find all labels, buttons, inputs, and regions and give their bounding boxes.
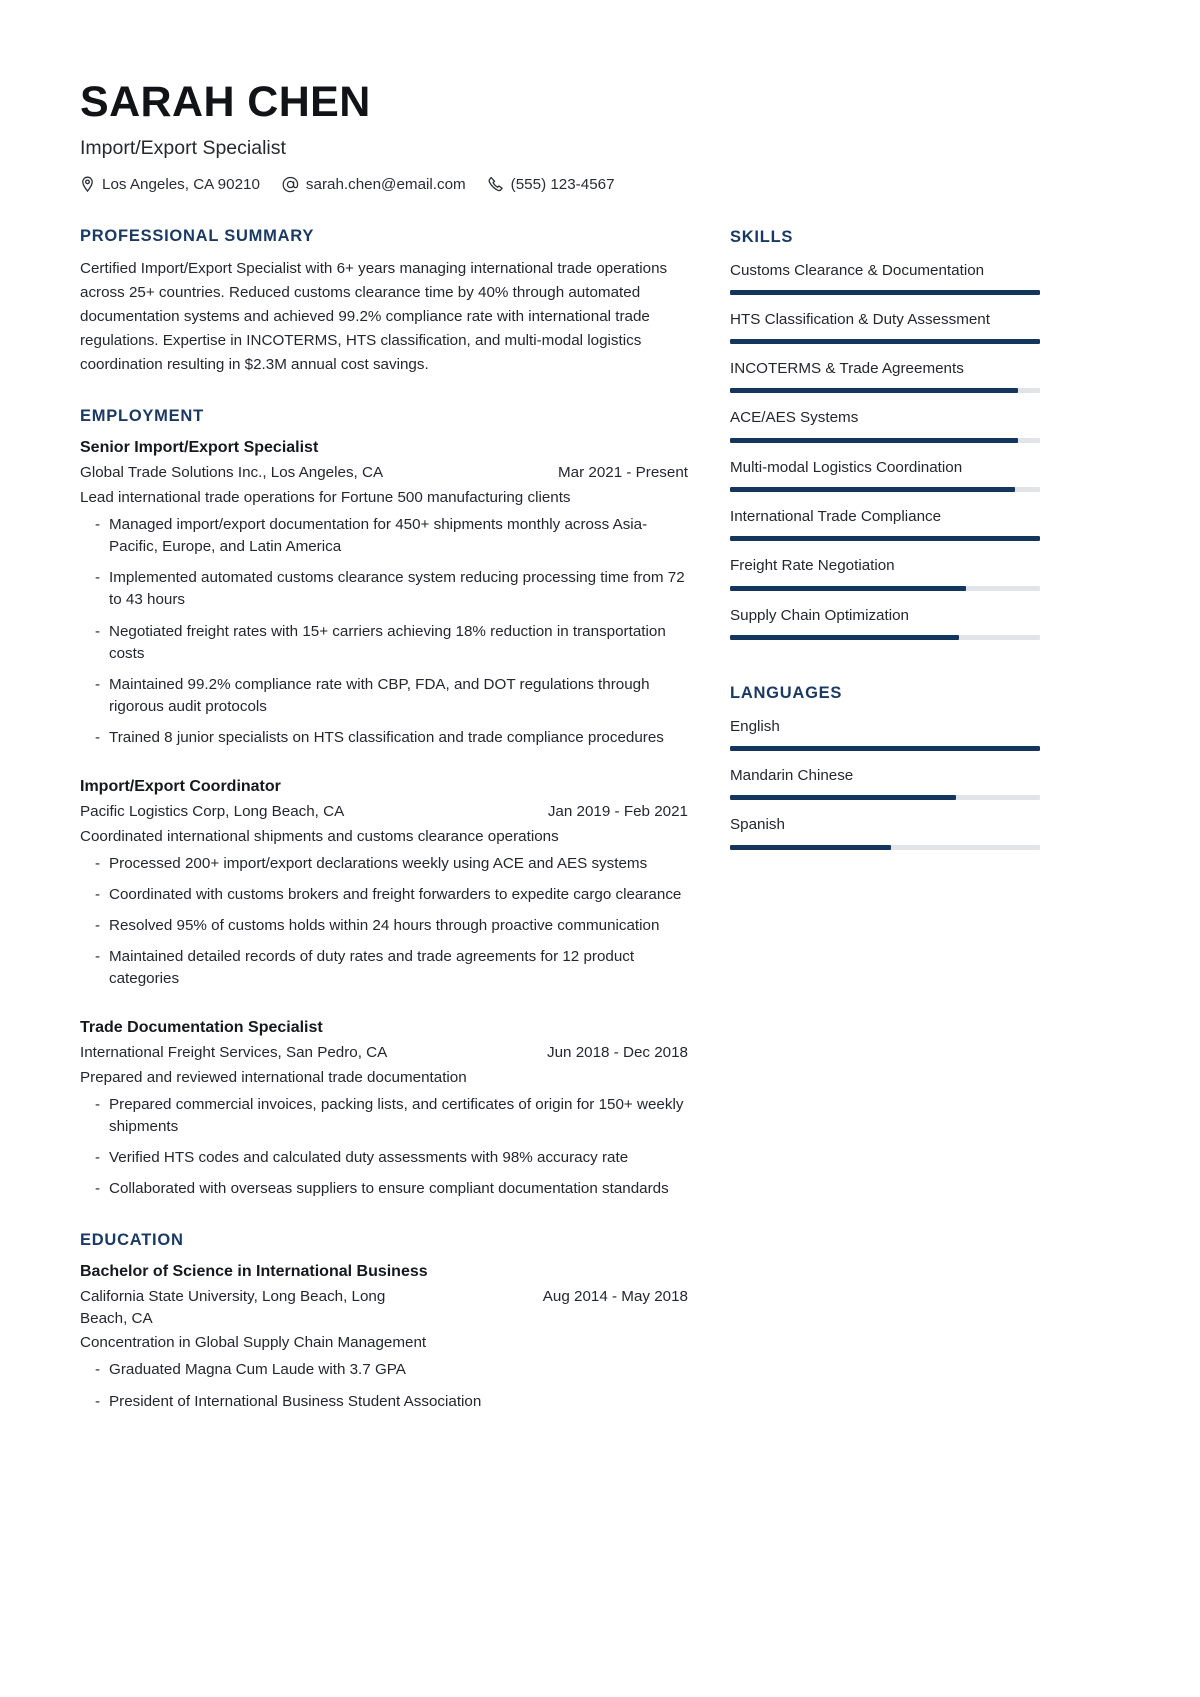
language-item [730,716,1040,751]
employment-role: Import/Export Coordinator [80,777,281,795]
employment-description: Coordinated international shipments and customs clearance operations [80,827,559,845]
education-school: California State University, Long Beach, Long Beach, CA [80,1288,386,1327]
employment-bullet: - Trained 8 junior specialists on HTS classification and trade compliance procedures [80,727,688,749]
skill-level-bar [730,339,1040,344]
skill-item [730,457,1040,492]
skill-item [730,358,1040,393]
employment-bullet: - Processed 200+ import/export declarations weekly using ACE and AES systems [80,853,688,875]
employment-bullet: - Implemented automated customs clearance system reducing processing time from 72 to 43 hours [80,567,688,611]
employment-dates: Jan 2019 - Feb 2021 [547,803,688,821]
skill-item [730,260,1040,295]
employment-bullet: - Coordinated with customs brokers and freight forwarders to expedite cargo clearance [80,884,688,906]
employment-meta [80,462,688,484]
skill-label: Freight Rate Negotiation [730,557,895,575]
skill-item [730,407,1040,442]
skill-level-fill [730,487,1015,492]
skill-item [730,555,1040,590]
education-bullet: - President of International Business Student Association [80,1391,688,1413]
skill-item [730,605,1040,640]
section-title-summary: PROFESSIONAL SUMMARY [80,226,315,245]
section-skills [730,228,1040,640]
contact-phone-text: (555) 123-4567 [510,175,615,193]
language-level-bar [730,746,1040,751]
contact-location [80,176,260,193]
skill-item [730,309,1040,344]
employment-description: Lead international trade operations for Fortune 500 manufacturing clients [80,488,571,506]
education-bullets [80,1359,688,1412]
language-label: English [730,717,780,735]
skill-level-fill [730,536,1040,541]
language-label: Mandarin Chinese [730,767,854,785]
education-dates: Aug 2014 - May 2018 [542,1288,688,1306]
skill-level-bar [730,635,1040,640]
section-education [80,1231,688,1413]
employment-meta [80,801,688,823]
skill-level-bar [730,438,1040,443]
contact-phone [488,176,615,193]
skill-level-bar [730,290,1040,295]
skill-item [730,506,1040,541]
employment-description: Prepared and reviewed international trade documentation [80,1068,467,1086]
skill-label: Supply Chain Optimization [730,606,909,624]
employment-entry [80,437,688,750]
section-title-education: EDUCATION [80,1230,184,1249]
employment-bullets [80,514,688,750]
education-bullet: - Graduated Magna Cum Laude with 3.7 GPA [80,1359,688,1381]
language-level-fill [730,746,1040,751]
contact-row [80,176,1120,193]
skill-level-fill [730,586,966,591]
employment-org: Global Trade Solutions Inc., Los Angeles, CA [80,464,384,482]
skill-label: International Trade Compliance [730,507,942,525]
employment-bullets [80,1094,688,1201]
contact-email-text: sarah.chen@email.com [305,175,466,193]
education-entry [80,1261,688,1413]
employment-bullet: - Managed import/export documentation for 450+ shipments monthly across Asia-Pacific, Europe, and Latin America [80,514,688,558]
language-label: Spanish [730,816,785,834]
resume-body [80,227,1120,1413]
language-level-bar [730,795,1040,800]
skill-level-fill [730,438,1018,443]
resume-header [80,78,1120,193]
education-meta [80,1286,688,1329]
employment-role: Senior Import/Export Specialist [80,438,319,456]
skill-level-bar [730,487,1040,492]
employment-bullet: - Prepared commercial invoices, packing lists, and certificates of origin for 150+ weekly shipments [80,1094,688,1138]
employment-bullet: - Maintained 99.2% compliance rate with CBP, FDA, and DOT regulations through rigorous audit protocols [80,674,688,718]
phone-icon [488,176,504,193]
sidebar-column [730,227,1040,850]
contact-email [282,176,466,193]
skill-label: HTS Classification & Duty Assessment [730,310,990,328]
skill-level-bar [730,388,1040,393]
language-item [730,765,1040,800]
section-languages [730,684,1040,850]
skill-label: Customs Clearance & Documentation [730,261,985,279]
skill-label: Multi-modal Logistics Coordination [730,458,963,476]
skill-level-bar [730,586,1040,591]
education-degree: Bachelor of Science in International Business [80,1262,428,1280]
employment-org: International Freight Services, San Pedro, CA [80,1044,388,1062]
skill-level-bar [730,536,1040,541]
language-level-fill [730,795,956,800]
location-pin-icon [80,176,95,193]
employment-role: Trade Documentation Specialist [80,1018,323,1036]
language-level-fill [730,845,891,850]
education-description: Concentration in Global Supply Chain Management [80,1334,427,1352]
candidate-name: SARAH CHEN [80,78,371,126]
contact-location-text: Los Angeles, CA 90210 [102,175,260,193]
employment-entry [80,1017,688,1201]
at-sign-icon [282,176,299,193]
employment-entry [80,776,688,991]
employment-bullets [80,853,688,991]
section-title-skills: SKILLS [730,227,794,246]
section-professional-summary [80,227,688,377]
section-employment [80,407,688,1201]
employment-dates: Jun 2018 - Dec 2018 [546,1044,688,1062]
main-column [80,227,688,1413]
skill-label: INCOTERMS & Trade Agreements [730,360,964,378]
summary-text: Certified Import/Export Specialist with 6+ years managing international trade operations across 25+ countries. Reduced customs clearance time by 40% through automated documentation systems and achieved 99.2% compliance rate with international trade regulations. Expertise in INCOTERMS, HTS classification, and multi-modal logistics coordination resulting in $2.3M annual cost savings. [80,259,668,373]
employment-bullet: - Collaborated with overseas suppliers to ensure compliant documentation standards [80,1178,688,1200]
skill-level-fill [730,388,1018,393]
language-item [730,814,1040,849]
employment-dates: Mar 2021 - Present [558,464,688,482]
employment-org: Pacific Logistics Corp, Long Beach, CA [80,803,345,821]
skill-level-fill [730,290,1040,295]
skill-label: ACE/AES Systems [730,409,859,427]
skill-level-fill [730,635,959,640]
section-title-employment: EMPLOYMENT [80,406,204,425]
employment-bullet: - Maintained detailed records of duty rates and trade agreements for 12 product categories [80,946,688,990]
employment-bullet: - Negotiated freight rates with 15+ carriers achieving 18% reduction in transportation costs [80,621,688,665]
candidate-job-title: Import/Export Specialist [80,137,286,160]
employment-bullet: - Resolved 95% of customs holds within 24 hours through proactive communication [80,915,688,937]
employment-bullet: - Verified HTS codes and calculated duty assessments with 98% accuracy rate [80,1147,688,1169]
language-level-bar [730,845,1040,850]
employment-meta [80,1042,688,1064]
section-title-languages: LANGUAGES [730,683,843,702]
skill-level-fill [730,339,1040,344]
